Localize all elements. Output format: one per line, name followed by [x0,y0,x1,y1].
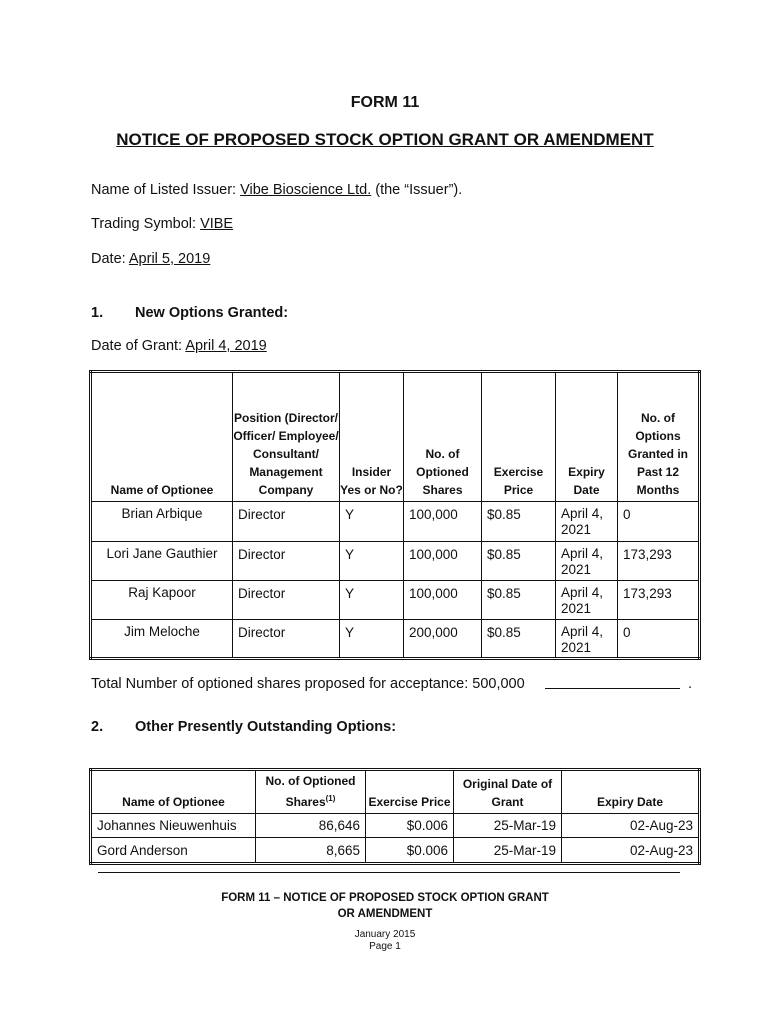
issuer-name-value: Vibe Bioscience Ltd. [240,182,372,198]
position: Director [233,580,340,619]
optioned-shares: 86,646 [256,814,366,838]
total-shares-label: Total Number of optioned shares proposed for acceptance: [91,676,473,692]
section1-title: New Options Granted: [135,305,289,321]
original-grant-date: 25-Mar-19 [454,814,562,838]
column-header: Exercise Price [482,372,556,502]
page-title: NOTICE OF PROPOSED STOCK OPTION GRANT OR AMENDMENT [116,130,654,149]
footer-divider [98,872,680,873]
outstanding-options-table [89,768,701,865]
column-header: Name of Optionee [91,372,233,502]
trading-symbol-line [91,216,233,232]
optionee-name: Brian Arbique [91,502,233,541]
column-header: Insider Yes or No? [340,372,404,502]
section1-number: 1. [91,305,104,321]
exercise-price: $0.85 [482,580,556,619]
options-past-12-months: 173,293 [618,580,700,619]
total-shares-line [91,676,525,692]
options-past-12-months: 0 [618,502,700,541]
footer-title-line2: OR AMENDMENT [337,908,433,920]
expiry-date: April 4, 2021 [556,619,618,658]
grant-date-value: April 4, 2019 [185,338,267,354]
exercise-price: $0.85 [482,502,556,541]
optioned-shares: 100,000 [404,502,482,541]
table-row [91,814,700,838]
total-shares-period: . [688,676,693,692]
column-header: Original Date of Grant [454,770,562,814]
optioned-shares: 100,000 [404,580,482,619]
footnote-mark: (1) [325,794,336,803]
optionee-name: Raj Kapoor [91,580,233,619]
original-grant-date: 25-Mar-19 [454,838,562,864]
date-value: April 5, 2019 [128,251,211,267]
column-header [256,770,366,814]
column-header: Name of Optionee [91,770,256,814]
date-label: Date: [91,251,129,267]
issuer-name-label: Name of Listed Issuer: [91,182,241,198]
exercise-price: $0.006 [366,838,454,864]
footer-meta [0,929,770,953]
expiry-date: April 4, 2021 [556,502,618,541]
expiry-date: 02-Aug-23 [562,838,700,864]
footer-title [0,890,770,922]
options-past-12-months: 173,293 [618,541,700,580]
grant-date-line [91,338,267,354]
exercise-price: $0.006 [366,814,454,838]
insider: Y [340,502,404,541]
position: Director [233,541,340,580]
total-shares-underline [545,688,680,689]
optionee-name: Jim Meloche [91,619,233,658]
position: Director [233,619,340,658]
insider: Y [340,619,404,658]
exercise-price: $0.85 [482,541,556,580]
issuer-name-line [91,182,462,198]
table-header-row [91,770,700,814]
column-header-text: No. of Optioned Shares [265,774,356,809]
table-header-row [91,372,700,502]
column-header: No. of Options Granted in Past 12 Months [618,372,700,502]
expiry-date: April 4, 2021 [556,541,618,580]
trading-symbol-value: VIBE [200,216,234,232]
expiry-date: 02-Aug-23 [562,814,700,838]
options-past-12-months: 0 [618,619,700,658]
footer-title-line1: FORM 11 – NOTICE OF PROPOSED STOCK OPTION GRANT [221,892,549,904]
column-header: Expiry Date [562,770,700,814]
column-header: No. of Optioned Shares [404,372,482,502]
section2-number: 2. [91,719,104,735]
position: Director [233,502,340,541]
column-header: Position (Director/ Officer/ Employee/ Consultant/ Management Company [233,372,340,502]
section2-title: Other Presently Outstanding Options: [135,719,397,735]
table-row [91,502,700,541]
table-row [91,619,700,658]
exercise-price: $0.85 [482,619,556,658]
new-options-table [89,370,701,660]
issuer-name-suffix: (the “Issuer”). [371,182,463,198]
optionee-name: Gord Anderson [91,838,256,864]
insider: Y [340,580,404,619]
grant-date-label: Date of Grant: [91,338,186,354]
form-number: FORM 11 [350,94,420,111]
optioned-shares: 8,665 [256,838,366,864]
optionee-name: Johannes Nieuwenhuis [91,814,256,838]
expiry-date: April 4, 2021 [556,580,618,619]
insider: Y [340,541,404,580]
date-line [91,251,210,267]
optioned-shares: 100,000 [404,541,482,580]
total-shares-value: 500,000 [472,676,525,692]
table-row [91,541,700,580]
footer-date: January 2015 [354,929,416,940]
trading-symbol-label: Trading Symbol: [91,216,201,232]
table-row [91,580,700,619]
optionee-name: Lori Jane Gauthier [91,541,233,580]
column-header: Expiry Date [556,372,618,502]
optioned-shares: 200,000 [404,619,482,658]
page-number: Page 1 [369,941,401,952]
column-header: Exercise Price [366,770,454,814]
table-row [91,838,700,864]
